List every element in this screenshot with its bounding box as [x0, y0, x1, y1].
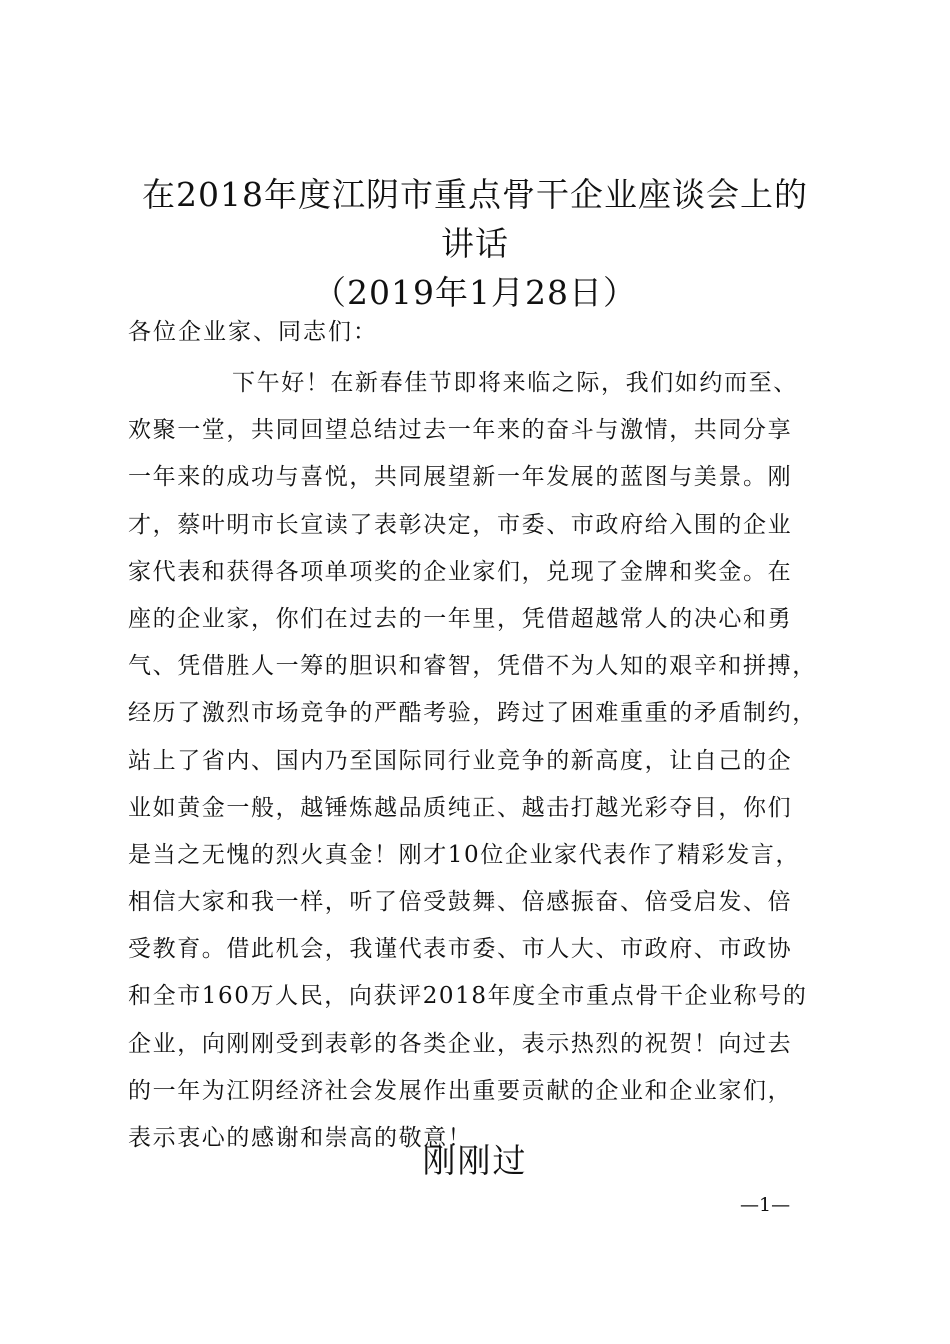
paragraph-line: 座的企业家，你们在过去的一年里，凭借超越常人的决心和勇 — [128, 605, 793, 632]
paragraph-line: 才，蔡叶明市长宣读了表彰决定，市委、市政府给入围的企业 — [128, 511, 793, 538]
paragraph-line: 气、凭借胜人一筹的胆识和睿智，凭借不为人知的艰辛和拼搏， — [128, 653, 817, 680]
paragraph-line: 的一年为江阴经济社会发展作出重要贡献的企业和企业家们， — [128, 1077, 793, 1104]
paragraph-line: 站上了省内、国内乃至国际同行业竞争的新高度，让自己的企 — [128, 747, 793, 774]
paragraph-line: 相信大家和我一样，听了倍受鼓舞、倍感振奋、倍受启发、倍 — [128, 889, 793, 916]
title-line-2: 讲话 — [441, 224, 509, 263]
paragraph-line: 一年来的成功与喜悦，共同展望新一年发展的蓝图与美景。刚 — [128, 464, 793, 491]
title-line-1: 在2018年度江阴市重点骨干企业座谈会上的 — [142, 175, 808, 214]
document-title — [120, 170, 830, 317]
paragraph-line: 和全市160万人民，向获评2018年度全市重点骨干企业称号的 — [128, 983, 808, 1010]
page-number: —1— — [740, 1194, 791, 1216]
paragraph-line: 是当之无愧的烈火真金！刚才10位企业家代表作了精彩发言， — [128, 841, 801, 868]
body-paragraph — [128, 360, 828, 1162]
paragraph-line: 受教育。借此机会，我谨代表市委、市人大、市政府、市政协 — [128, 936, 793, 963]
paragraph-line: 表示衷心的感谢和崇高的敬意！ — [128, 1125, 473, 1151]
salutation: 各位企业家、同志们： — [128, 319, 378, 345]
paragraph-line: 下午好！在新春佳节即将来临之际，我们如约而至、 — [232, 370, 798, 396]
section-heading: 刚刚过 — [422, 1141, 528, 1180]
paragraph-line: 业如黄金一般，越锤炼越品质纯正、越击打越光彩夺目，你们 — [128, 794, 793, 821]
title-date: （2019年1月28日） — [313, 273, 637, 312]
paragraph-line: 欢聚一堂，共同回望总结过去一年来的奋斗与激情，共同分享 — [128, 417, 793, 444]
paragraph-line: 家代表和获得各项单项奖的企业家们，兑现了金牌和奖金。在 — [128, 558, 793, 585]
paragraph-line: 经历了激烈市场竞争的严酷考验，跨过了困难重重的矛盾制约， — [128, 700, 817, 727]
paragraph-line: 企业，向刚刚受到表彰的各类企业，表示热烈的祝贺！向过去 — [128, 1030, 793, 1057]
